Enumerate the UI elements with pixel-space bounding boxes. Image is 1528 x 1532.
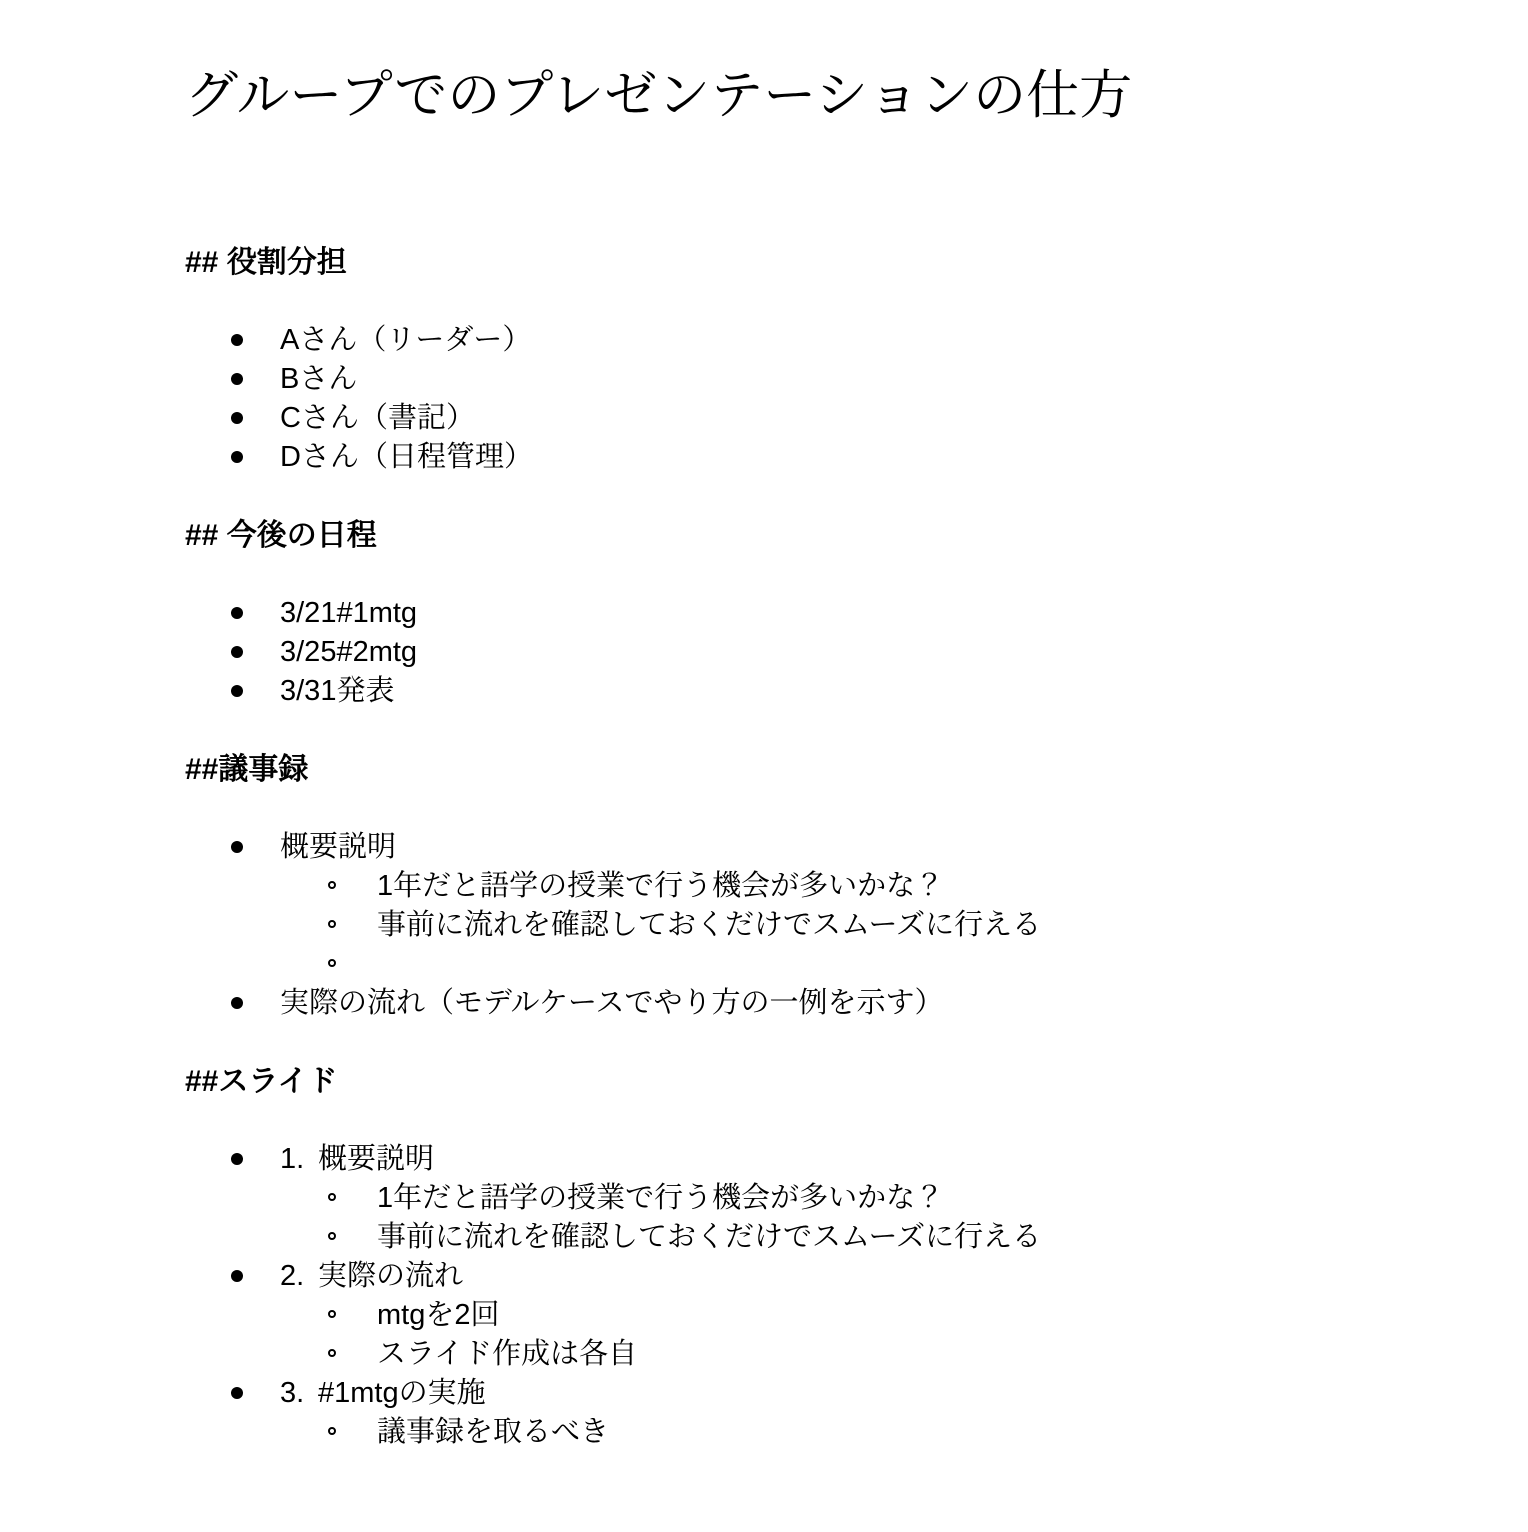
item-text: 3/25#2mtg — [280, 636, 418, 668]
bullet-disc-icon — [231, 451, 243, 463]
item-text: 1年だと語学の授業で行う機会が多いかな？ — [377, 870, 945, 902]
section-heading-slides: ##スライド — [185, 1065, 338, 1098]
list-item — [185, 1140, 1468, 1179]
item-number: 2. — [280, 1260, 305, 1292]
bullet-disc-icon — [231, 607, 243, 619]
item-text: スライド作成は各自 — [377, 1338, 638, 1370]
item-text: 事前に流れを確認しておくだけでスムーズに行える — [377, 909, 1042, 941]
item-text: Dさん（日程管理） — [280, 441, 533, 473]
section-heading-minutes: ##議事録 — [185, 753, 309, 786]
bullet-disc-icon — [231, 1153, 243, 1165]
item-text: #1mtgの実施 — [318, 1377, 486, 1409]
item-text: Aさん（リーダー） — [280, 324, 532, 356]
list-item — [185, 867, 1468, 906]
item-number: 3. — [280, 1377, 305, 1409]
bullet-circle-icon — [328, 959, 336, 967]
list-item — [185, 321, 1468, 360]
bullet-circle-icon — [328, 881, 336, 889]
bullet-list-minutes — [185, 828, 1468, 1023]
list-item-empty — [185, 945, 1468, 984]
bullet-list-slides — [185, 1140, 1468, 1452]
list-item — [185, 828, 1468, 867]
list-item — [185, 1218, 1468, 1257]
bullet-disc-icon — [231, 646, 243, 658]
bullet-disc-icon — [231, 1387, 243, 1399]
list-item — [185, 360, 1468, 399]
item-number: 1. — [280, 1143, 305, 1175]
bullet-disc-icon — [231, 841, 243, 853]
bullet-list-schedule — [185, 594, 1468, 711]
list-item — [185, 1374, 1468, 1413]
list-item — [185, 399, 1468, 438]
bullet-circle-icon — [328, 1232, 336, 1240]
bullet-circle-icon — [328, 1349, 336, 1357]
bullet-circle-icon — [328, 920, 336, 928]
bullet-disc-icon — [231, 997, 243, 1009]
item-text: mtgを2回 — [377, 1299, 500, 1331]
item-text: 1年だと語学の授業で行う機会が多いかな？ — [377, 1182, 945, 1214]
item-text: 事前に流れを確認しておくだけでスムーズに行える — [377, 1221, 1042, 1253]
item-text: 概要説明 — [280, 831, 397, 863]
item-text: Bさん — [280, 363, 358, 395]
section-heading-roles: ## 役割分担 — [185, 246, 347, 279]
bullet-circle-icon — [328, 1310, 336, 1318]
list-item — [185, 1296, 1468, 1335]
item-text: 概要説明 — [318, 1143, 435, 1175]
list-item — [185, 984, 1468, 1023]
section-heading-schedule: ## 今後の日程 — [185, 519, 377, 552]
bullet-disc-icon — [231, 412, 243, 424]
bullet-disc-icon — [231, 373, 243, 385]
list-item — [185, 633, 1468, 672]
list-item — [185, 1257, 1468, 1296]
list-item — [185, 438, 1468, 477]
list-item — [185, 1413, 1468, 1452]
list-item — [185, 906, 1468, 945]
item-text: 実際の流れ — [318, 1260, 464, 1292]
list-item — [185, 1179, 1468, 1218]
item-text: 3/31発表 — [280, 675, 395, 707]
bullet-circle-icon — [328, 1427, 336, 1435]
bullet-disc-icon — [231, 685, 243, 697]
document-title: グループでのプレゼンテーションの仕方 — [185, 66, 1133, 125]
bullet-disc-icon — [231, 334, 243, 346]
item-text: 実際の流れ（モデルケースでやり方の一例を示す） — [280, 987, 944, 1019]
list-item — [185, 1335, 1468, 1374]
list-item — [185, 594, 1468, 633]
bullet-circle-icon — [328, 1193, 336, 1201]
item-text: 3/21#1mtg — [280, 597, 418, 629]
bullet-disc-icon — [231, 1270, 243, 1282]
item-text: Cさん（書記） — [280, 402, 475, 434]
list-item — [185, 672, 1468, 711]
bullet-list-roles — [185, 321, 1468, 477]
item-text: 議事録を取るべき — [377, 1416, 610, 1448]
